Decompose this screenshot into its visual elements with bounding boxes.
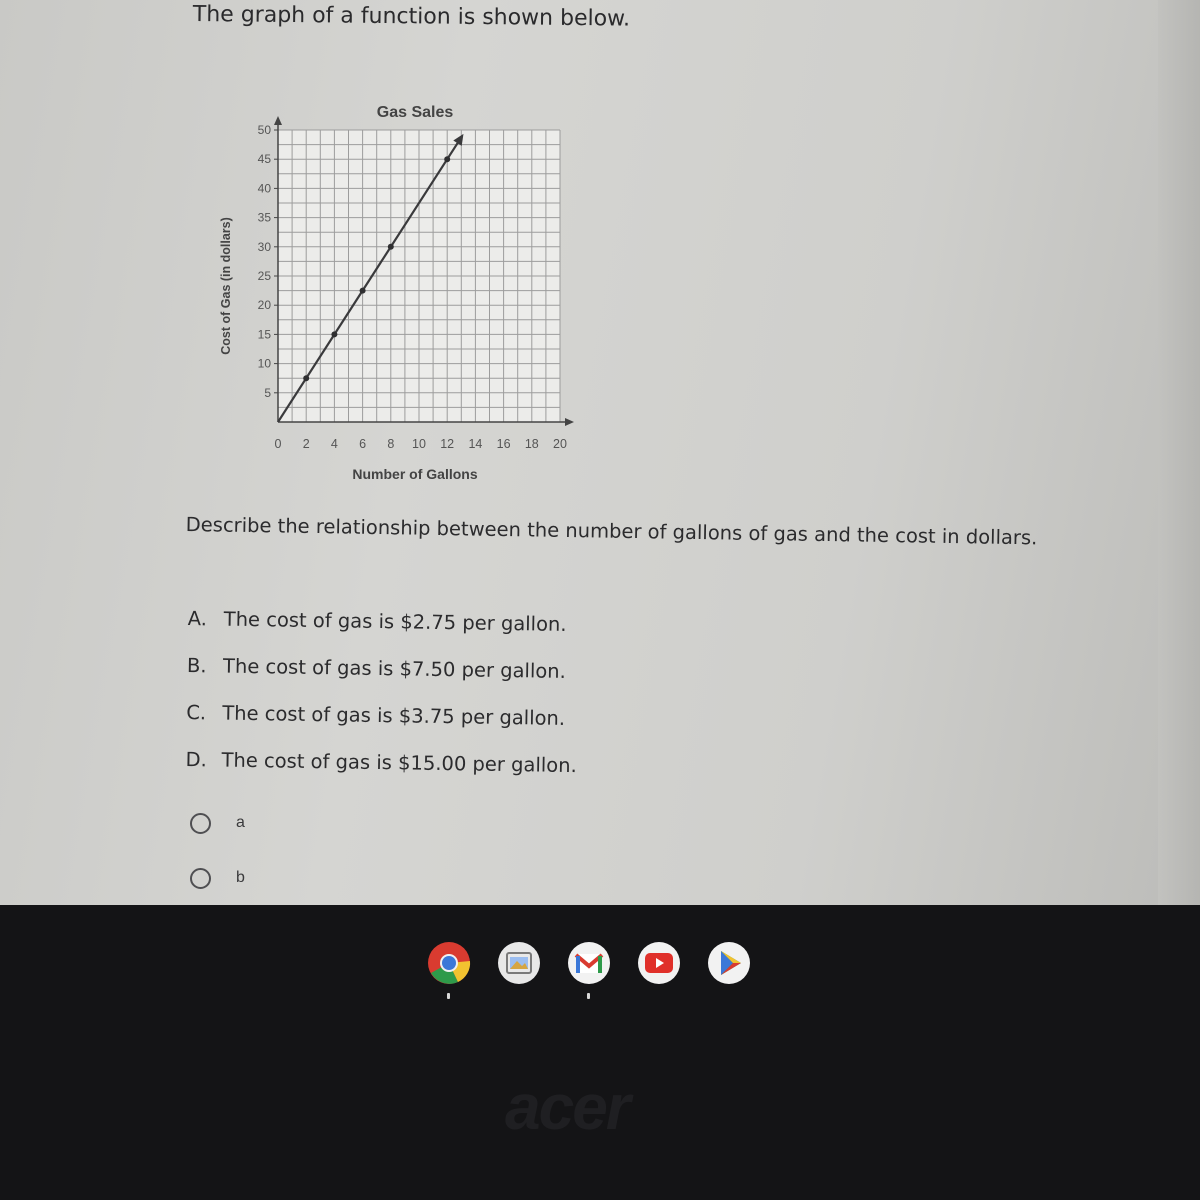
x-axis-label: Number of Gallons <box>352 466 478 482</box>
x-tick-label: 4 <box>330 437 338 451</box>
files-icon <box>495 939 543 987</box>
y-tick-label: 10 <box>257 356 271 371</box>
chart-svg <box>205 92 585 492</box>
x-tick-label: 16 <box>496 437 511 451</box>
taskbar-shelf <box>425 932 805 994</box>
option-text: The cost of gas is $3.75 per gallon. <box>222 701 566 730</box>
x-tick-label: 6 <box>359 437 367 451</box>
x-tick-label: 14 <box>468 437 483 451</box>
data-point <box>388 244 394 250</box>
chart-title: Gas Sales <box>376 104 454 121</box>
files-app[interactable] <box>495 939 543 987</box>
option-text: The cost of gas is $15.00 per gallon. <box>221 748 577 778</box>
question-prompt: Describe the relationship between the number of gallons of gas and the cost in dollars. <box>185 512 1038 550</box>
y-tick-label: 30 <box>257 239 271 254</box>
play-store-icon <box>705 939 753 987</box>
y-tick-label: 20 <box>257 298 271 313</box>
radio-label[interactable]: b <box>236 869 245 886</box>
x-tick-label: 0 <box>274 437 282 451</box>
y-tick-label: 45 <box>257 152 271 167</box>
y-tick-label: 15 <box>257 327 271 342</box>
y-axis-label: Cost of Gas (in dollars) <box>219 217 233 355</box>
x-tick-label: 12 <box>440 437 455 451</box>
gas-sales-chart <box>205 92 585 492</box>
youtube-icon <box>635 939 683 987</box>
option-text: The cost of gas is $7.50 per gallon. <box>222 654 567 683</box>
option-letter: A. <box>187 606 208 631</box>
data-point <box>444 156 450 162</box>
x-tick-label: 20 <box>553 437 567 451</box>
data-point <box>360 288 366 294</box>
option-letter: B. <box>186 653 207 678</box>
option-c <box>186 698 578 751</box>
radio-label[interactable]: a <box>236 814 245 831</box>
gmail-app[interactable] <box>565 939 613 987</box>
option-letter: D. <box>185 747 207 772</box>
x-axis-arrow <box>565 418 574 426</box>
question-title: The graph of a function is shown below. <box>192 2 631 32</box>
gmail-icon <box>565 939 613 987</box>
y-tick-label: 40 <box>257 181 271 196</box>
play-store-app[interactable] <box>705 939 753 987</box>
option-d <box>185 745 577 798</box>
chrome-icon <box>425 939 473 987</box>
radio-button[interactable] <box>190 813 211 834</box>
y-axis-arrow <box>274 116 282 125</box>
x-tick-label: 8 <box>387 437 395 451</box>
y-tick-label: 50 <box>257 123 271 137</box>
option-list <box>185 604 579 798</box>
running-indicator <box>447 993 450 999</box>
y-tick-label: 5 <box>264 385 271 400</box>
laptop-brand-logo: acer <box>505 1071 629 1143</box>
y-tick-label: 35 <box>257 210 271 225</box>
answer-choice-b[interactable] <box>190 863 245 893</box>
x-tick-label: 2 <box>302 437 310 451</box>
youtube-app[interactable] <box>635 939 683 987</box>
option-a <box>187 604 579 657</box>
chrome-app[interactable] <box>425 939 473 987</box>
option-letter: C. <box>186 700 207 725</box>
data-point <box>303 375 309 381</box>
data-point <box>331 331 337 337</box>
answer-choice-a[interactable] <box>190 808 245 838</box>
running-indicator <box>587 993 590 999</box>
x-tick-label: 18 <box>524 437 539 451</box>
page-scroll-edge[interactable] <box>1158 0 1200 905</box>
x-tick-label: 10 <box>412 437 426 451</box>
option-b <box>187 651 579 704</box>
y-tick-label: 25 <box>257 269 271 283</box>
radio-button[interactable] <box>190 868 211 889</box>
option-text: The cost of gas is $2.75 per gallon. <box>223 607 567 636</box>
